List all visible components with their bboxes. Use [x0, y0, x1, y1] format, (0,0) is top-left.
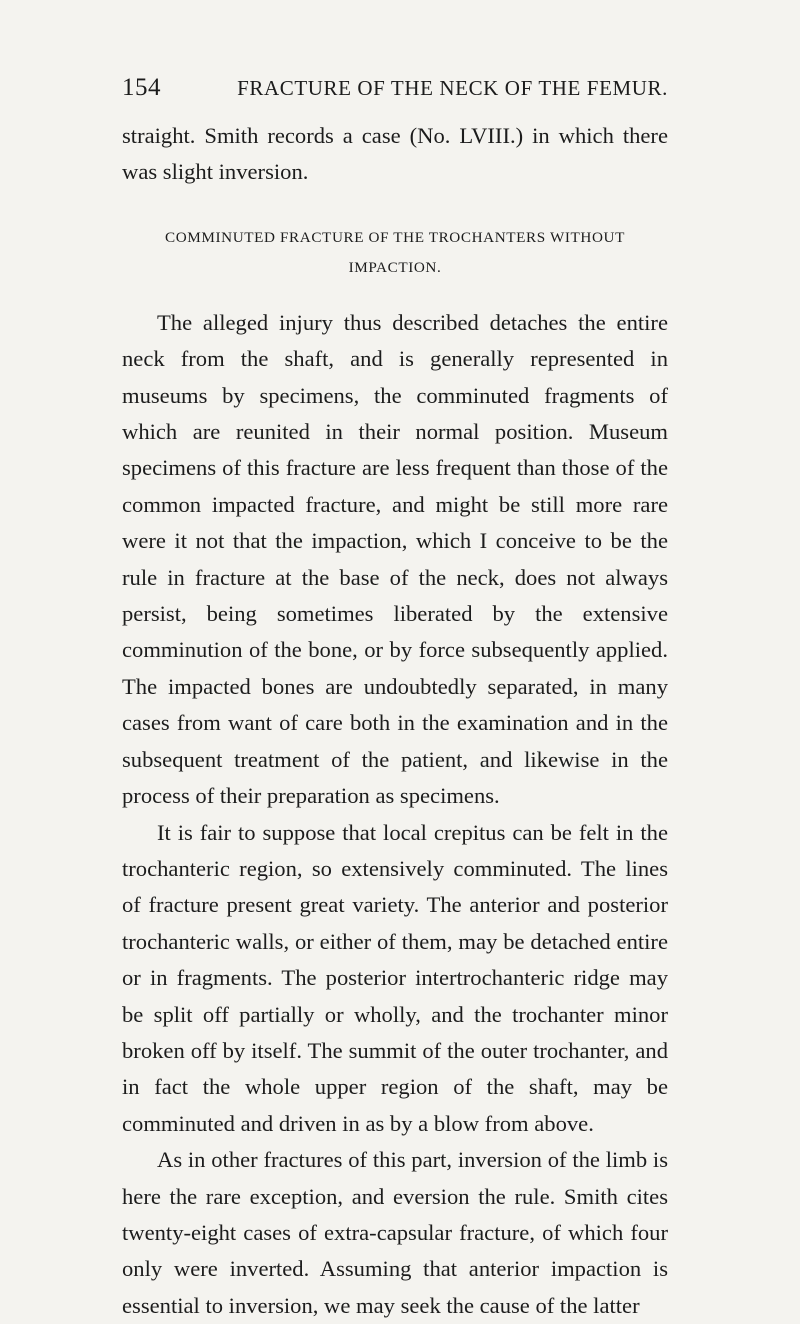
paragraph-3: As in other fractures of this part, inversion of the limb is here the rare exception, and eversion the rule. Smith cites twenty-eight cases of extra-capsular fracture, of which four only were inverted. Assuming that anterior impaction is essential to inversion, we may seek the cause of the latter	[122, 1147, 668, 1318]
running-title: FRACTURE OF THE NECK OF THE FEMUR.	[237, 76, 668, 100]
paragraph-2: It is fair to suppose that local crepitus can be felt in the trochanteric region, so extensively comminuted. The lines of fracture present great variety. The anterior and posterior trochanteric walls, or either of them, may be detached entire or in fragments. The posterior intertrochanteric ridge may be split off partially or wholly, and the trochanter minor broken off by itself. The summit of the outer trochanter, and in fact the whole upper region of the shaft, may be comminuted and driven in as by a blow from above.	[122, 819, 668, 1136]
running-header	[122, 74, 668, 102]
section-heading	[122, 223, 668, 283]
main-text	[122, 118, 668, 1324]
page-number: 154	[122, 74, 161, 101]
opening-paragraph: straight. Smith records a case (No. LVIII.) in which there was slight inversion.	[122, 123, 668, 185]
paragraph-1: The alleged injury thus described detaches the entire neck from the shaft, and is generally represented in museums by specimens, the comminuted fragments of which are reunited in their normal position. Museum specimens of this fracture are less frequent than those of the common impacted fracture, and might be still more rare were it not that the impaction, which I conceive to be the rule in fracture at the base of the neck, does not always persist, being sometimes liberated by the extensive comminution of the bone, or by force subsequently applied. The impacted bones are undoubtedly separated, in many cases from want of care both in the examination and in the subsequent treatment of the patient, and likewise in the process of their preparation as specimens.	[122, 309, 668, 809]
section-heading-line-2: IMPACTION.	[348, 258, 442, 276]
section-heading-line-1: COMMINUTED FRACTURE OF THE TROCHANTERS WITHOUT	[164, 228, 626, 246]
